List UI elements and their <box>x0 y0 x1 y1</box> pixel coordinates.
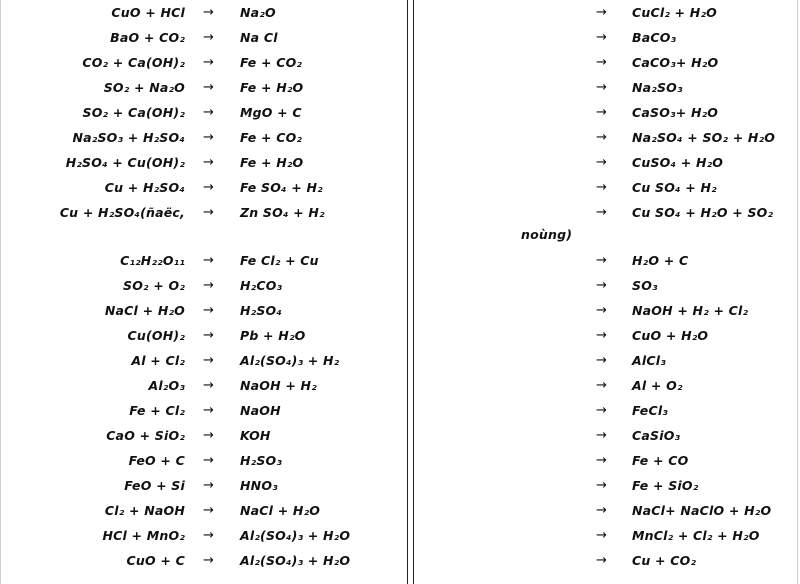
products: CuSO₄ + H₂O <box>632 155 724 170</box>
products: BaCO₃ <box>632 30 677 45</box>
arrow-icon: → <box>596 80 608 95</box>
arrow-icon: → <box>596 378 608 393</box>
arrow-icon: → <box>203 130 215 145</box>
reactants: CuO + HCl <box>111 5 185 20</box>
arrow-icon: → <box>596 303 608 318</box>
arrow-icon: → <box>203 303 215 318</box>
reactants: CuO + C <box>126 553 185 568</box>
arrow-icon: → <box>203 478 215 493</box>
arrow-icon: → <box>203 30 215 45</box>
arrow-icon: → <box>596 453 608 468</box>
products: Fe + CO₂ <box>240 130 303 145</box>
arrow-icon: → <box>203 180 215 195</box>
column-divider <box>407 0 414 584</box>
products: H₂SO₃ <box>240 453 283 468</box>
arrow-icon: → <box>596 503 608 518</box>
products: NaCl + H₂O <box>240 503 321 518</box>
products: SO₃ <box>632 278 658 293</box>
reactants: C₁₂H₂₂O₁₁ <box>120 253 185 268</box>
arrow-icon: → <box>203 80 215 95</box>
products: H₂CO₃ <box>240 278 283 293</box>
arrow-icon: → <box>203 503 215 518</box>
arrow-icon: → <box>203 553 215 568</box>
products: Fe SO₄ + H₂ <box>240 180 323 195</box>
products: CuO + H₂O <box>632 328 709 343</box>
products: MnCl₂ + Cl₂ + H₂O <box>632 528 760 543</box>
reactants-continued: noùng) <box>521 227 573 242</box>
products: NaCl+ NaClO + H₂O <box>632 503 772 518</box>
arrow-icon: → <box>596 30 608 45</box>
reactants: SO₂ + O₂ <box>123 278 185 293</box>
products: HNO₃ <box>240 478 278 493</box>
reactants: SO₂ + Ca(OH)₂ <box>82 105 185 120</box>
products: Fe + H₂O <box>240 155 304 170</box>
arrow-icon: → <box>596 55 608 70</box>
products: Na₂SO₃ <box>632 80 683 95</box>
products: CaCO₃+ H₂O <box>632 55 719 70</box>
arrow-icon: → <box>596 353 608 368</box>
arrow-icon: → <box>596 155 608 170</box>
products: Fe + CO <box>632 453 689 468</box>
arrow-icon: → <box>203 205 215 220</box>
reactants: Cu + H₂SO₄(ñaëc, <box>59 205 185 220</box>
arrow-icon: → <box>596 105 608 120</box>
reactants: FeO + C <box>128 453 185 468</box>
products: Cu SO₄ + H₂ <box>632 180 717 195</box>
page-border-left <box>0 0 1 584</box>
reactants: CO₂ + Ca(OH)₂ <box>82 55 185 70</box>
products: H₂O + C <box>632 253 689 268</box>
reactants: NaCl + H₂O <box>104 303 185 318</box>
arrow-icon: → <box>203 378 215 393</box>
arrow-icon: → <box>203 5 215 20</box>
products: CaSO₃+ H₂O <box>632 105 719 120</box>
arrow-icon: → <box>203 353 215 368</box>
products: Cu + CO₂ <box>632 553 697 568</box>
reactants: Cu + H₂SO₄ <box>104 180 185 195</box>
products: FeCl₃ <box>632 403 668 418</box>
arrow-icon: → <box>596 403 608 418</box>
products: Cu SO₄ + H₂O + SO₂ <box>632 205 774 220</box>
arrow-icon: → <box>596 180 608 195</box>
arrow-icon: → <box>203 528 215 543</box>
arrow-icon: → <box>596 5 608 20</box>
reactants: Al + Cl₂ <box>131 353 185 368</box>
products: KOH <box>240 428 271 443</box>
products: NaOH + H₂ + Cl₂ <box>632 303 749 318</box>
arrow-icon: → <box>596 478 608 493</box>
products: Fe + SiO₂ <box>632 478 699 493</box>
products: Al + O₂ <box>632 378 683 393</box>
arrow-icon: → <box>203 403 215 418</box>
arrow-icon: → <box>596 528 608 543</box>
products: H₂SO₄ <box>240 303 283 318</box>
arrow-icon: → <box>596 553 608 568</box>
arrow-icon: → <box>596 253 608 268</box>
products: NaOH <box>240 403 281 418</box>
products: Pb + H₂O <box>240 328 306 343</box>
arrow-icon: → <box>596 205 608 220</box>
reactants: HCl + MnO₂ <box>102 528 185 543</box>
products: CuCl₂ + H₂O <box>632 5 717 20</box>
reactants: CaO + SiO₂ <box>106 428 185 443</box>
arrow-icon: → <box>203 453 215 468</box>
products: Na₂O <box>240 5 276 20</box>
products: AlCl₃ <box>632 353 666 368</box>
products: Al₂(SO₄)₃ + H₂ <box>240 353 340 368</box>
products: Na Cl <box>240 30 278 45</box>
products: Na₂SO₄ + SO₂ + H₂O <box>632 130 776 145</box>
arrow-icon: → <box>203 105 215 120</box>
reactants: Al₂O₃ <box>148 378 185 393</box>
reactants: Cl₂ + NaOH <box>104 503 185 518</box>
arrow-icon: → <box>596 130 608 145</box>
reactants: BaO + CO₂ <box>110 30 185 45</box>
arrow-icon: → <box>203 428 215 443</box>
arrow-icon: → <box>203 328 215 343</box>
products: Fe + CO₂ <box>240 55 303 70</box>
arrow-icon: → <box>596 328 608 343</box>
products: NaOH + H₂ <box>240 378 317 393</box>
reactants: Cu(OH)₂ <box>127 328 185 343</box>
products: Fe + H₂O <box>240 80 304 95</box>
reactants: Fe + Cl₂ <box>129 403 185 418</box>
arrow-icon: → <box>203 155 215 170</box>
products: MgO + C <box>240 105 302 120</box>
arrow-icon: → <box>596 278 608 293</box>
page-border-right <box>797 0 798 584</box>
reactants: SO₂ + Na₂O <box>103 80 185 95</box>
products: Al₂(SO₄)₃ + H₂O <box>240 528 351 543</box>
reactants: FeO + Si <box>124 478 185 493</box>
arrow-icon: → <box>203 55 215 70</box>
arrow-icon: → <box>203 278 215 293</box>
products: Al₂(SO₄)₃ + H₂O <box>240 553 351 568</box>
reactants: Na₂SO₃ + H₂SO₄ <box>72 130 185 145</box>
products: Fe Cl₂ + Cu <box>240 253 319 268</box>
reactants: H₂SO₄ + Cu(OH)₂ <box>65 155 185 170</box>
products: Zn SO₄ + H₂ <box>240 205 325 220</box>
arrow-icon: → <box>203 253 215 268</box>
products: CaSiO₃ <box>632 428 681 443</box>
arrow-icon: → <box>596 428 608 443</box>
